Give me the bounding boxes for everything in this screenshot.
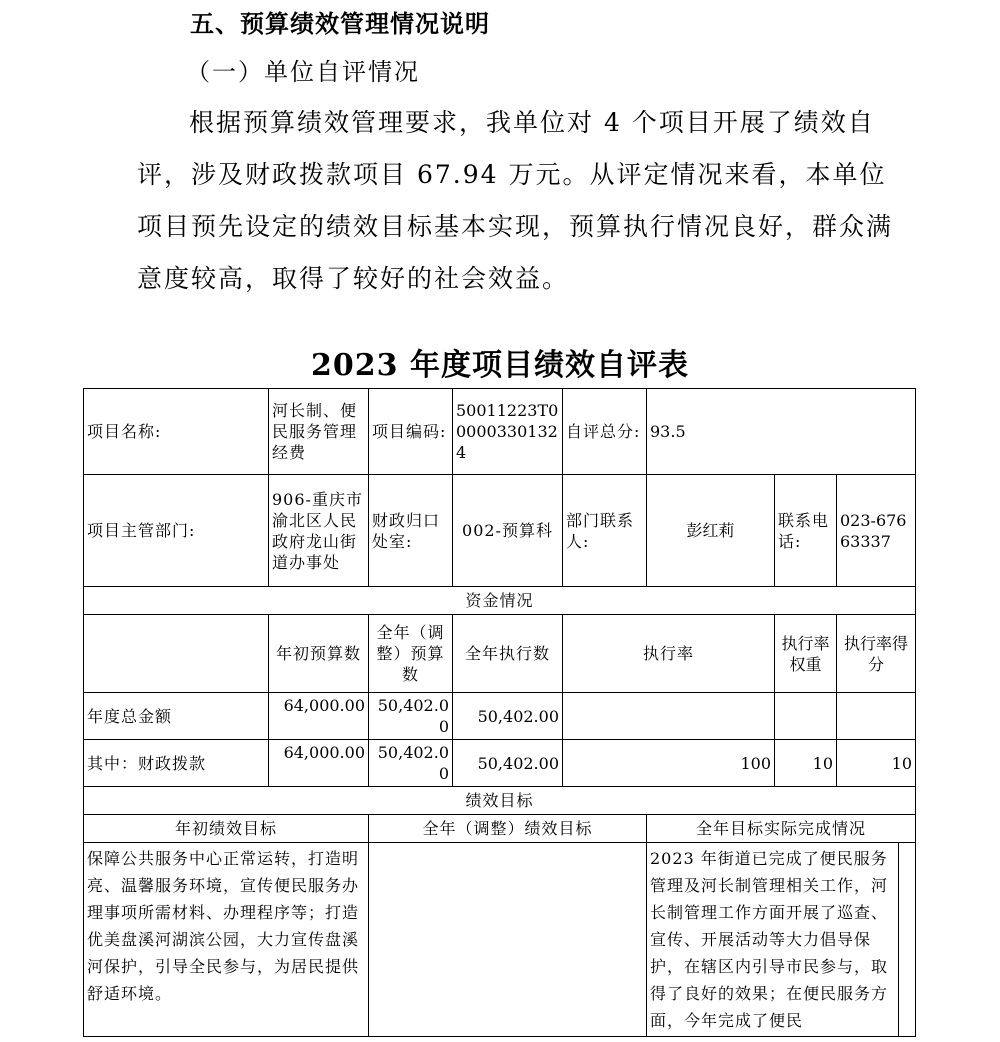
project-name-label: 项目名称: <box>84 389 269 475</box>
self-score-label: 自评总分: <box>563 389 647 475</box>
funds-row-score <box>837 693 916 740</box>
phone-value: 023-67663337 <box>837 475 916 587</box>
project-code-value: 50011223T000003301324 <box>453 389 563 475</box>
goals-edge-cell <box>899 843 916 1037</box>
adjusted-goal-text <box>369 843 647 1037</box>
table-row <box>84 693 916 740</box>
subsection-heading: （一）单位自评情况 <box>186 58 420 86</box>
funds-row-executed: 50,402.00 <box>453 740 563 787</box>
finance-office-label: 财政归口处室: <box>369 475 453 587</box>
funds-row-score: 10 <box>837 740 916 787</box>
goals-section-label: 绩效目标 <box>84 787 916 815</box>
performance-table <box>83 388 916 1037</box>
funds-row-weight: 10 <box>775 740 837 787</box>
dept-value: 906-重庆市渝北区人民政府龙山街道办事处 <box>269 475 369 587</box>
funds-row-executed: 50,402.00 <box>453 693 563 740</box>
funds-row-rate <box>563 693 775 740</box>
self-score-value: 93.5 <box>647 389 916 475</box>
project-name-value: 河长制、便民服务管理经费 <box>269 389 369 475</box>
project-code-label: 项目编码: <box>369 389 453 475</box>
funds-row-adjusted: 50,402.00 <box>369 693 453 740</box>
funds-header-rate: 执行率 <box>563 615 775 693</box>
funds-header-executed: 全年执行数 <box>453 615 563 693</box>
funds-row-adjusted: 50,402.00 <box>369 740 453 787</box>
funds-row-rate: 100 <box>563 740 775 787</box>
funds-row-initial: 64,000.00 <box>269 740 369 787</box>
section-heading: 五、预算绩效管理情况说明 <box>190 10 490 38</box>
intro-paragraph <box>137 97 897 305</box>
contact-person-label: 部门联系人: <box>563 475 647 587</box>
funds-row-label: 其中：财政拨款 <box>84 740 269 787</box>
funds-header-empty <box>84 615 269 693</box>
contact-person-value: 彭红莉 <box>647 475 775 587</box>
table-row <box>84 740 916 787</box>
funds-header-score: 执行率得分 <box>837 615 916 693</box>
table-title: 2023 年度项目绩效自评表 <box>311 348 689 383</box>
funds-row-label: 年度总金额 <box>84 693 269 740</box>
funds-header-adjusted: 全年（调整）预算数 <box>369 615 453 693</box>
goals-header-adjusted: 全年（调整）绩效目标 <box>369 815 647 843</box>
initial-goal-text: 保障公共服务中心正常运转，打造明亮、温馨服务环境，宣传便民服务办理事项所需材料、办理程序等；打造优美盘溪河湖滨公园，大力宣传盘溪河保护，引导全民参与，为居民提供舒适环境。 <box>84 843 369 1037</box>
funds-header-weight: 执行率权重 <box>775 615 837 693</box>
dept-label: 项目主管部门: <box>84 475 269 587</box>
funds-row-initial: 64,000.00 <box>269 693 369 740</box>
actual-completion-text: 2023 年街道已完成了便民服务管理及河长制管理相关工作，河长制管理工作方面开展了巡查、宣传、开展活动等大力倡导保护，在辖区内引导市民参与，取得了良好的效果；在便民服务方面，今年完成了便民 <box>647 843 899 1037</box>
funds-header-initial: 年初预算数 <box>269 615 369 693</box>
intro-paragraph-text: 根据预算绩效管理要求，我单位对 4 个项目开展了绩效自评，涉及财政拨款项目 67.94 万元。从评定情况来看，本单位项目预先设定的绩效目标基本实现，预算执行情况良好，群众满意度较高，取得了较好的社会效益。 <box>137 108 894 293</box>
finance-office-value: 002-预算科 <box>453 475 563 587</box>
phone-label: 联系电话: <box>775 475 837 587</box>
goals-header-actual: 全年目标实际完成情况 <box>647 815 916 843</box>
funds-row-weight <box>775 693 837 740</box>
goals-header-initial: 年初绩效目标 <box>84 815 369 843</box>
funds-section-label: 资金情况 <box>84 587 916 615</box>
